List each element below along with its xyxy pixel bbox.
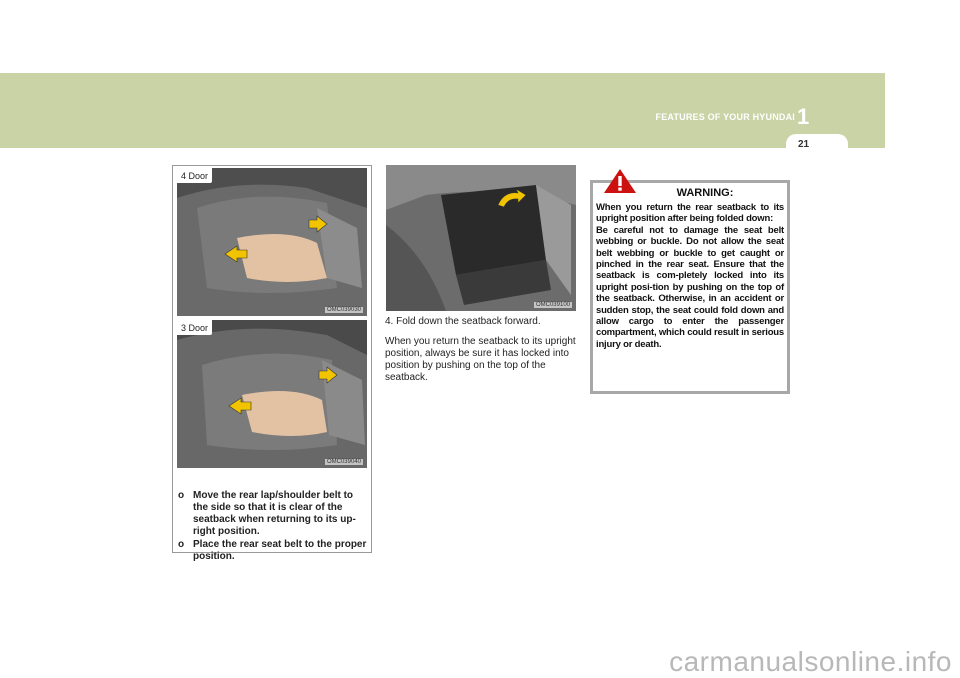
left-column-box <box>172 165 372 562</box>
photo-seatback-folded <box>386 165 576 311</box>
warning-body <box>596 202 784 350</box>
step-text: 4. Fold down the seatback forward. <box>385 316 541 327</box>
warning-triangle-icon <box>603 168 637 194</box>
photo-code: OMC039030 <box>326 307 361 313</box>
seat-belt-photo-illustration <box>177 168 367 316</box>
chapter-number: 1 <box>797 104 810 129</box>
warning-box <box>590 180 790 394</box>
bullet-mark: o <box>178 539 185 550</box>
warning-title: WARNING: <box>676 187 734 199</box>
page-number: 21 <box>798 139 810 150</box>
photo-4-door <box>177 168 367 316</box>
seat-belt-photo-illustration <box>177 320 367 468</box>
instruction-list <box>177 490 369 564</box>
paragraph-text: When you return the seatback to its upright position, always be sure it has locked into position by pushing on the top of the seatback. <box>385 336 576 383</box>
bullet-mark: o <box>178 490 185 501</box>
list-item <box>177 539 369 563</box>
header-band <box>0 73 885 148</box>
photo-code: OMC039040 <box>326 459 361 465</box>
photo-label: 3 Door <box>177 320 212 335</box>
photo-code: OMC039100 <box>535 302 570 308</box>
seatback-photo-illustration <box>386 165 576 311</box>
bullet-text: Move the rear lap/shoulder belt to the side so that it is clear of the seatback when returning to its up-right position. <box>193 490 356 537</box>
warning-heading: When you return the rear seatback to its upright position after being folded down: <box>596 202 784 225</box>
middle-text <box>385 316 577 392</box>
list-item <box>177 490 369 538</box>
warning-text: Be careful not to damage the seat belt webbing or buckle. Do not allow the seat belt webbing or buckle to get caught or pinched in the rear seat. Ensure that the seatback is com-pletely locked into its upright posi-tion by pushing on the top of the seatback. Otherwise, in an accident or sudden stop, the seat could fold down and allow cargo to enter the passenger compartment, which could result in serious injury or death. <box>596 224 784 350</box>
photo-label: 4 Door <box>177 168 212 183</box>
watermark: carmanualsonline.info <box>669 646 952 677</box>
section-title: FEATURES OF YOUR HYUNDAI <box>655 112 795 122</box>
bullet-text: Place the rear seat belt to the proper position. <box>193 539 367 562</box>
page-number-tab <box>786 134 848 154</box>
photo-3-door <box>177 320 367 468</box>
